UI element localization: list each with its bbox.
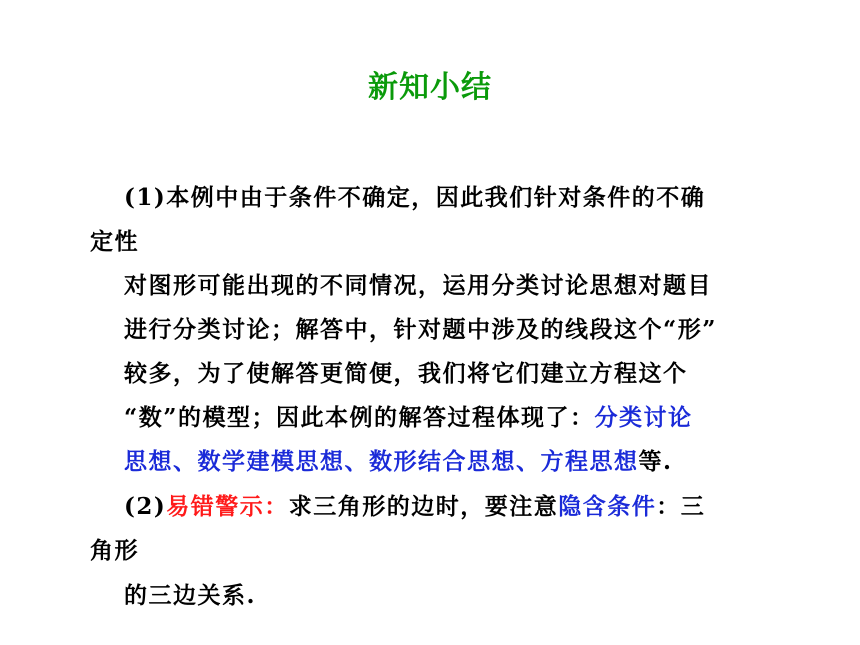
p2-line-1-tail: ：三: [656, 493, 706, 520]
p2-line-3: 的三边关系.: [124, 582, 257, 609]
p2-line-1-text: 求三角形的边时，要注意: [288, 493, 559, 520]
p1-line-1: (1)本例中由于条件不确定，因此我们针对条件的不确: [124, 184, 706, 211]
warning-label: 易错警示：: [166, 493, 289, 520]
p1-line-5: 较多，为了使解答更简便，我们将它们建立方程这个: [124, 360, 688, 387]
p1-line-7-tail: 等.: [638, 448, 673, 475]
slide-title: 新知小结: [368, 70, 492, 105]
p1-line-6: [124, 402, 692, 434]
p1-line-6-text: “数”的模型；因此本例的解答过程体现了：: [124, 404, 595, 431]
p2-line-2: 角形: [90, 537, 139, 564]
p2-line-1: [124, 491, 705, 523]
p2-number: (2): [124, 493, 167, 520]
p1-line-4: 进行分类讨论；解答中，针对题中涉及的线段这个“形”: [124, 316, 717, 343]
highlight-classification-thinking: 分类讨论: [594, 404, 693, 431]
p1-line-7: [124, 446, 673, 478]
p1-line-3: 对图形可能出现的不同情况，运用分类讨论思想对题目: [124, 272, 712, 299]
highlight-hidden-condition: 隐含条件: [558, 493, 657, 520]
highlight-math-thinking-list: 思想、数学建模思想、数形结合思想、方程思想: [124, 448, 639, 475]
p1-line-2: 定性: [90, 228, 139, 255]
